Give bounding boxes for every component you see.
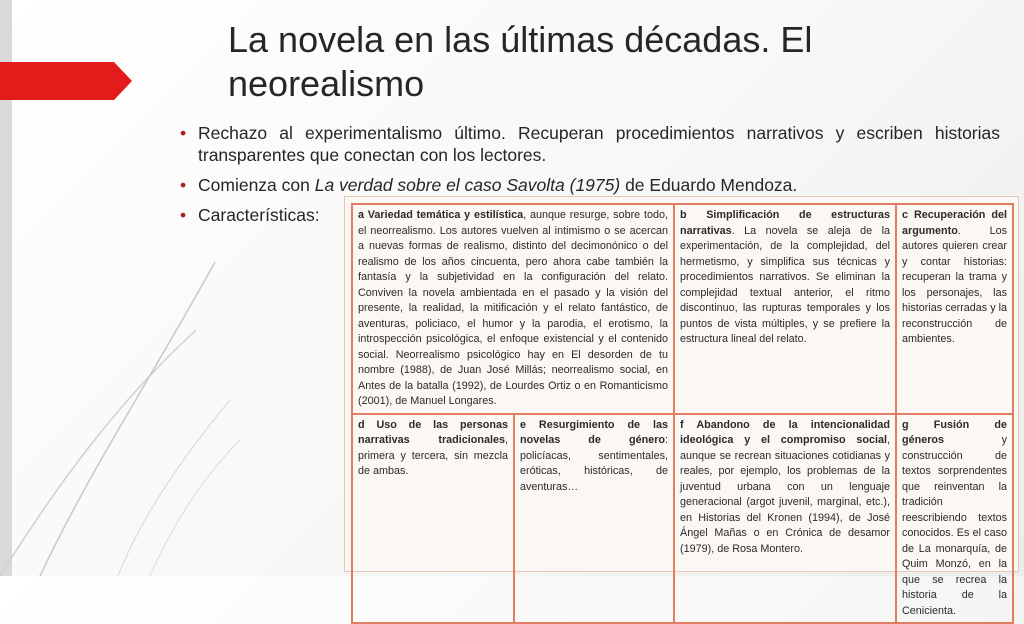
table-cell-a: a Variedad temática y estilística, aunque resurge, sobre todo, el neorrealismo. Los autores vuelven al intimismo o se acercan a nuevas formas de realismo, distinto del decimonónico o del realismo de los años cincuenta, pero ahora cabe también la fantasía y la subjetividad en la configuración del relato. Conviven la novela ambientada en el pasado y la visión del presente, la realidad, la mitificación y el relato fantástico, de aventuras, policiaco, el humor y la parodia, el erotismo, la introspección psicológica, el enfoque existencial y el contenido social. Neorrealismo psicológico hay en El desorden de tu nombre (1988), de Juan José Millás; neorrealismo social, en Antes de la batalla (1992), de Lourdes Ortiz o en Romanticismo (2001), de Manuel Longares. bbox=[352, 204, 674, 414]
table-cell-f: f Abandono de la intencionalidad ideológica y el compromiso social, aunque se recrean situaciones cotidianas y reales, por ejemplo, los problemas de la juventud urbana con un lenguaje generacional (argot juvenil, marginal, etc.), en Historias del Kronen (1994), de José Ángel Mañas o en Crónica de desamor (1979), de Rosa Montero. bbox=[674, 414, 896, 624]
table-cell-e: e Resurgimiento de las novelas de género: policíacas, sentimentales, eróticas, históricas, de aventuras… bbox=[514, 414, 674, 624]
bullet-icon: • bbox=[180, 205, 187, 225]
table-cell-d: d Uso de las personas narrativas tradicionales, primera y tercera, sin mezcla de ambas. bbox=[352, 414, 514, 624]
characteristics-table bbox=[351, 203, 1014, 624]
characteristics-table-image bbox=[344, 196, 1019, 617]
bullet-item: • Comienza con La verdad sobre el caso Savolta (1975) de Eduardo Mendoza. bbox=[180, 175, 798, 195]
table-cell-g: g Fusión de géneros y construcción de textos sorprendentes que reinventan la tradición reescribiendo textos conocidos. Es el caso de La monarquía, de Quim Monzó, en la que se recrea la historia de la Cenicienta. bbox=[896, 414, 1013, 624]
bullet-item: • Rechazo al experimentalismo último. Recuperan procedimientos narrativos y escriben historias transparentes que conectan con los lectores. bbox=[180, 123, 1000, 165]
bullet-icon: • bbox=[180, 175, 187, 195]
bullet-item: • Características: bbox=[180, 205, 320, 225]
table-cell-c: c Recuperación del argumento. Los autores quieren crear y contar historias: recuperan la trama y los personajes, las historias cerradas y la reconstrucción de ambientes. bbox=[896, 204, 1013, 414]
table-cell-b: b Simplificación de estructuras narrativas. La novela se aleja de la experimentación, de la complejidad, del hermetismo, y simplifica sus técnicas y procedimientos narrativos. Se eliminan la complejidad textual anterior, el ritmo discontinuo, las rupturas temporales y los puntos de vista múltiples, y se prefiere la estructura lineal del relato. bbox=[674, 204, 896, 414]
red-arrow-accent bbox=[0, 62, 132, 100]
slide-title: La novela en las últimas décadas. El neorealismo bbox=[228, 19, 813, 104]
bullet-icon: • bbox=[180, 123, 187, 143]
